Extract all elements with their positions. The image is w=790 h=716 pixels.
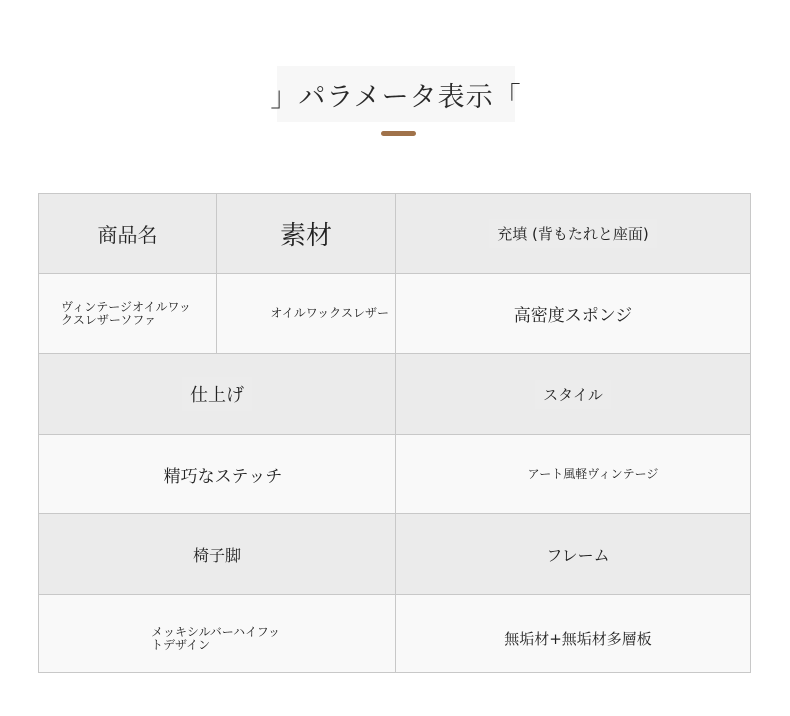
label-filling: [396, 194, 750, 274]
label-material: 素材: [217, 194, 396, 274]
table-row: [39, 595, 750, 672]
table-row: [39, 354, 750, 435]
value-product-name-text: ヴィンテージオイルワックスレザーソファ: [61, 299, 191, 327]
table-row: [39, 514, 750, 595]
value-material: オイルワックスレザー: [217, 274, 396, 354]
label-style-text: スタイル: [535, 380, 611, 409]
label-product-name: 商品名: [39, 194, 217, 274]
label-style: [396, 354, 750, 435]
value-chair-legs-text: メッキシルバーハイフットデザイン: [151, 624, 280, 652]
label-filling-text: 充填 (背もたれと座面): [489, 219, 656, 248]
value-style: アート風軽ヴィンテージ: [396, 435, 750, 514]
value-product-name: [39, 274, 217, 354]
label-finish: [39, 354, 396, 435]
label-finish-text: 仕上げ: [182, 377, 252, 411]
label-chair-legs: 椅子脚: [39, 514, 396, 595]
label-frame: フレーム: [396, 514, 750, 595]
value-finish: 精巧なステッチ: [39, 435, 396, 514]
value-frame: 無垢材+無垢材多層板: [396, 595, 750, 672]
title-box: [270, 66, 522, 122]
value-filling: 高密度スポンジ: [396, 274, 750, 354]
parameter-table: [38, 193, 751, 673]
page-title: 」パラメータ表示「: [270, 81, 522, 113]
table-row: [39, 274, 750, 354]
value-chair-legs: [39, 595, 396, 672]
table-row: [39, 435, 750, 514]
table-row: [39, 194, 750, 274]
title-underline: [381, 131, 416, 136]
